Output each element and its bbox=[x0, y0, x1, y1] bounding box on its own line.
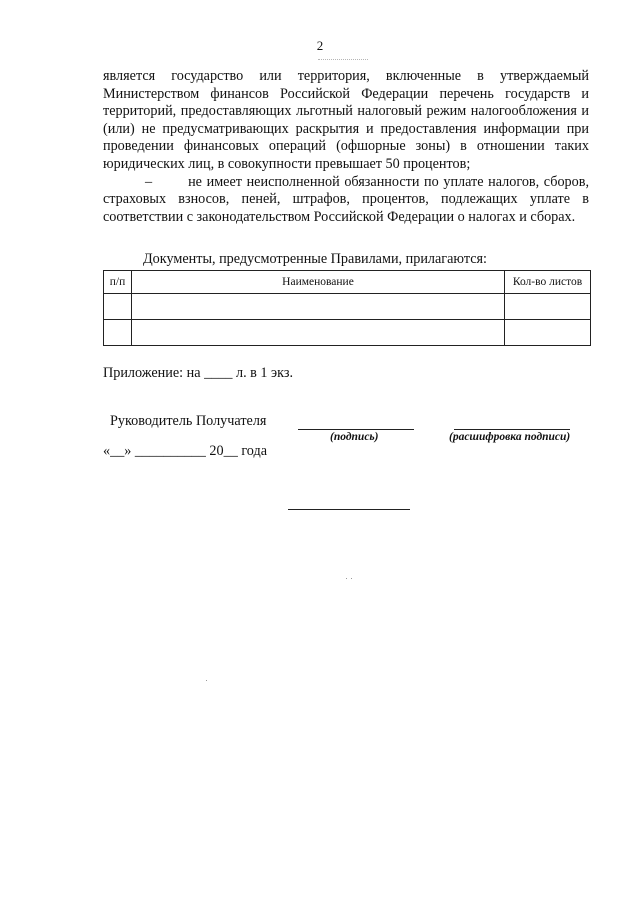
scan-speck bbox=[206, 680, 207, 681]
attachment-line: Приложение: на ____ л. в 1 экз. bbox=[103, 365, 293, 381]
signer-role: Руководитель Получателя bbox=[110, 413, 267, 429]
column-header-name: Наименование bbox=[132, 271, 505, 294]
list-dash: – bbox=[145, 173, 153, 190]
scan-speck bbox=[346, 578, 347, 579]
scan-speck bbox=[351, 578, 352, 579]
documents-heading: Документы, предусмотренные Правилами, прилагаются: bbox=[143, 251, 487, 267]
page-number: 2 bbox=[316, 38, 324, 53]
table-cell-name bbox=[132, 320, 505, 346]
date-line: «__» __________ 20__ года bbox=[103, 443, 267, 459]
table-cell-sheets bbox=[505, 320, 591, 346]
table-row bbox=[104, 294, 591, 320]
documents-table bbox=[103, 270, 591, 346]
end-of-document-line bbox=[288, 509, 410, 510]
table-header-row bbox=[104, 271, 591, 294]
paragraph-tax-obligations bbox=[103, 174, 589, 227]
signature-decoding-caption: (расшифровка подписи) bbox=[449, 431, 571, 443]
table-cell-number bbox=[104, 320, 132, 346]
signature-line bbox=[298, 429, 414, 430]
table-cell-name bbox=[132, 294, 505, 320]
table-cell-number bbox=[104, 294, 132, 320]
column-header-number: п/п bbox=[104, 271, 132, 294]
signature-decoding-line bbox=[454, 429, 570, 430]
paragraph-offshore: является государство или территория, включенные в утверждаемый Министерством финансов Российской Федерации перечень государств и территорий, предоставляющих льготный налоговый режим налогообложения и (или) не предусматривающих раскрытия и предоставления информации при проведении финансовых операций (офшорные зоны) в отношении таких юридических лиц, в совокупности превышает 50 процентов; bbox=[103, 68, 589, 172]
table-cell-sheets bbox=[505, 294, 591, 320]
signature-caption: (подпись) bbox=[330, 431, 379, 443]
table-row bbox=[104, 320, 591, 346]
scan-artifact bbox=[318, 59, 368, 64]
body-text bbox=[103, 68, 589, 226]
column-header-sheets: Кол-во листов bbox=[505, 271, 591, 294]
paragraph-tax-text: не имеет неисполненной обязанности по уплате налогов, сборов, страховых взносов, пеней, штрафов, процентов, подлежащих уплате в соответствии с законодательством Российской Федерации о налогах и сборах. bbox=[103, 173, 589, 225]
